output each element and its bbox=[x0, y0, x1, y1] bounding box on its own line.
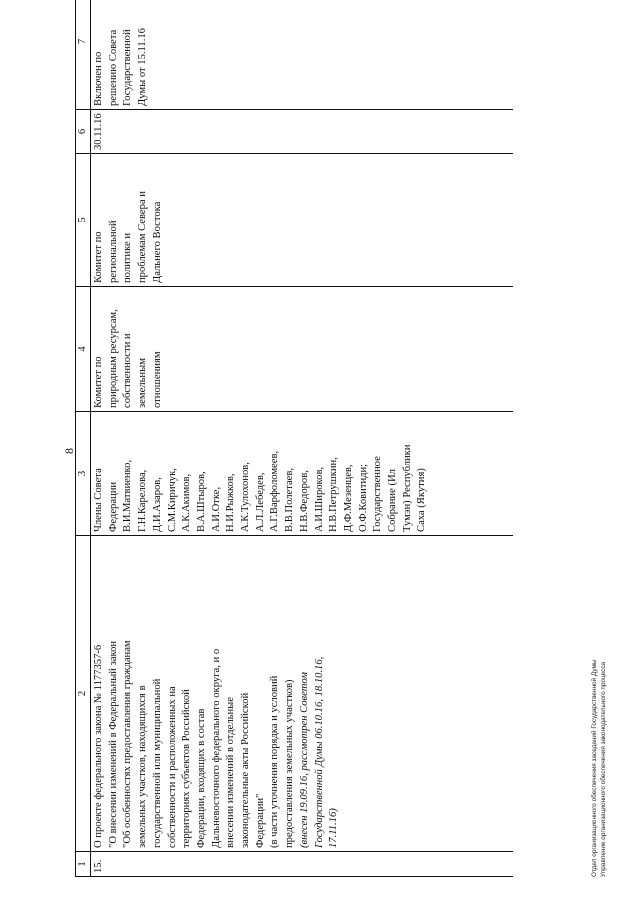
column-number: 5 bbox=[76, 154, 91, 287]
footer bbox=[590, 660, 608, 878]
text-line: В.И.Матвиенко, bbox=[122, 459, 134, 532]
text-line: Управление организационного обеспечения законодательного процесса bbox=[600, 661, 607, 877]
text-line: Д.Ф.Мезенцев, bbox=[342, 464, 354, 532]
text-line: политике и bbox=[122, 233, 134, 283]
text-line: 17.11.16) bbox=[328, 808, 340, 848]
bill-description bbox=[91, 536, 514, 852]
text-line: Комитет по bbox=[93, 356, 104, 408]
responsible-committee bbox=[91, 287, 514, 412]
text-line: земельным bbox=[137, 358, 149, 408]
column-number: 6 bbox=[76, 110, 91, 154]
text-line: Государственной Думы 06.10.16, 18.10.16, bbox=[313, 656, 325, 848]
bill-authors bbox=[91, 412, 514, 536]
text-line: А.И.Отке, bbox=[210, 486, 222, 532]
review-history bbox=[298, 539, 342, 848]
text-line: Включен по bbox=[93, 51, 104, 106]
text-line: территориях субъектов Российской bbox=[181, 689, 193, 848]
table-row bbox=[91, 0, 514, 877]
text-line: Федерации, входящих в состав bbox=[195, 708, 207, 848]
bill-table bbox=[75, 0, 513, 877]
text-line: внесении изменений в отдельные bbox=[225, 697, 237, 848]
text-line: А.К.Акимов, bbox=[181, 473, 193, 532]
text-line: А.К.Тулохонов, bbox=[240, 462, 252, 532]
text-line: собственности и расположенных на bbox=[166, 686, 178, 848]
text-line: отношениям bbox=[151, 351, 163, 408]
text-line: Государственное bbox=[372, 456, 384, 532]
text-line: В.А.Штыров, bbox=[195, 471, 207, 532]
text-line: Дальневосточного федерального округа, и о bbox=[210, 648, 222, 848]
text-line: А.Л.Лебедев, bbox=[254, 472, 266, 532]
text-line: государственной или муниципальной bbox=[151, 678, 163, 848]
text-line: региональной bbox=[107, 220, 119, 283]
text-line: Члены Совета bbox=[93, 468, 104, 532]
text-line: О проекте федерального закона № 1177357-6 bbox=[93, 644, 104, 848]
text-line: Г.Н.Карелова, bbox=[137, 469, 149, 532]
review-date: 30.11.16 bbox=[91, 110, 514, 154]
text-line: собственности и bbox=[122, 333, 134, 408]
column-number: 2 bbox=[76, 536, 91, 852]
text-line: Собрание (Ил bbox=[387, 469, 399, 532]
text-line: Тумэн) Республики bbox=[401, 444, 413, 532]
text-line: А.Г.Варфоломеев, bbox=[269, 450, 281, 532]
text-line: Государственной bbox=[122, 29, 134, 106]
text-line: Саха (Якутия) bbox=[416, 468, 428, 532]
text-line: предоставления земельных участков) bbox=[284, 679, 296, 848]
description-text bbox=[92, 539, 298, 848]
text-line: Н.И.Рыжков, bbox=[225, 473, 237, 532]
column-number: 1 bbox=[76, 852, 91, 877]
text-line: Д.И.Азаров, bbox=[151, 477, 163, 532]
text-line: (внесен 19.09.16, рассмотрен Советом bbox=[298, 672, 310, 848]
text-line: "О внесении изменений в Федеральный закон bbox=[107, 640, 119, 848]
inclusion-note bbox=[91, 0, 514, 110]
text-line: Комитет по bbox=[93, 231, 104, 283]
text-line: Федерации" bbox=[254, 793, 266, 848]
page-number: 8 bbox=[62, 448, 76, 454]
text-line: Н.В.Федоров, bbox=[298, 470, 310, 532]
text-line: природным ресурсам, bbox=[107, 309, 119, 408]
text-line: законодательные акты Российской bbox=[240, 692, 252, 848]
column-number: 7 bbox=[76, 0, 91, 110]
text-line: решению Совета bbox=[107, 29, 119, 106]
text-line: О.Ф.Ковитиди; bbox=[357, 463, 369, 532]
text-line: А.И.Широков, bbox=[313, 466, 325, 532]
text-line: В.В.Полетаев, bbox=[284, 467, 296, 532]
text-line: Отдел организационного обеспечения заседаний Государственной Думы bbox=[591, 659, 598, 877]
text-line: Думы от 15.11.16 bbox=[137, 28, 149, 106]
text-line: "Об особенностях предоставления гражданам bbox=[122, 640, 134, 848]
text-line: земельных участков, находящихся в bbox=[137, 685, 149, 848]
text-line: Федерации bbox=[107, 481, 119, 532]
column-number: 3 bbox=[76, 412, 91, 536]
text-line: С.М.Киричук, bbox=[166, 468, 178, 532]
text-line: Дальнего Востока bbox=[151, 201, 163, 283]
column-number-row bbox=[76, 0, 91, 877]
text-line: (в части уточнения порядка и условий bbox=[269, 675, 281, 848]
row-number: 15. bbox=[91, 852, 514, 877]
column-number: 4 bbox=[76, 287, 91, 412]
text-line: проблемам Севера и bbox=[137, 191, 149, 283]
text-line: Н.В.Петрушкин, bbox=[328, 457, 340, 532]
co-executor-committee bbox=[91, 154, 514, 287]
